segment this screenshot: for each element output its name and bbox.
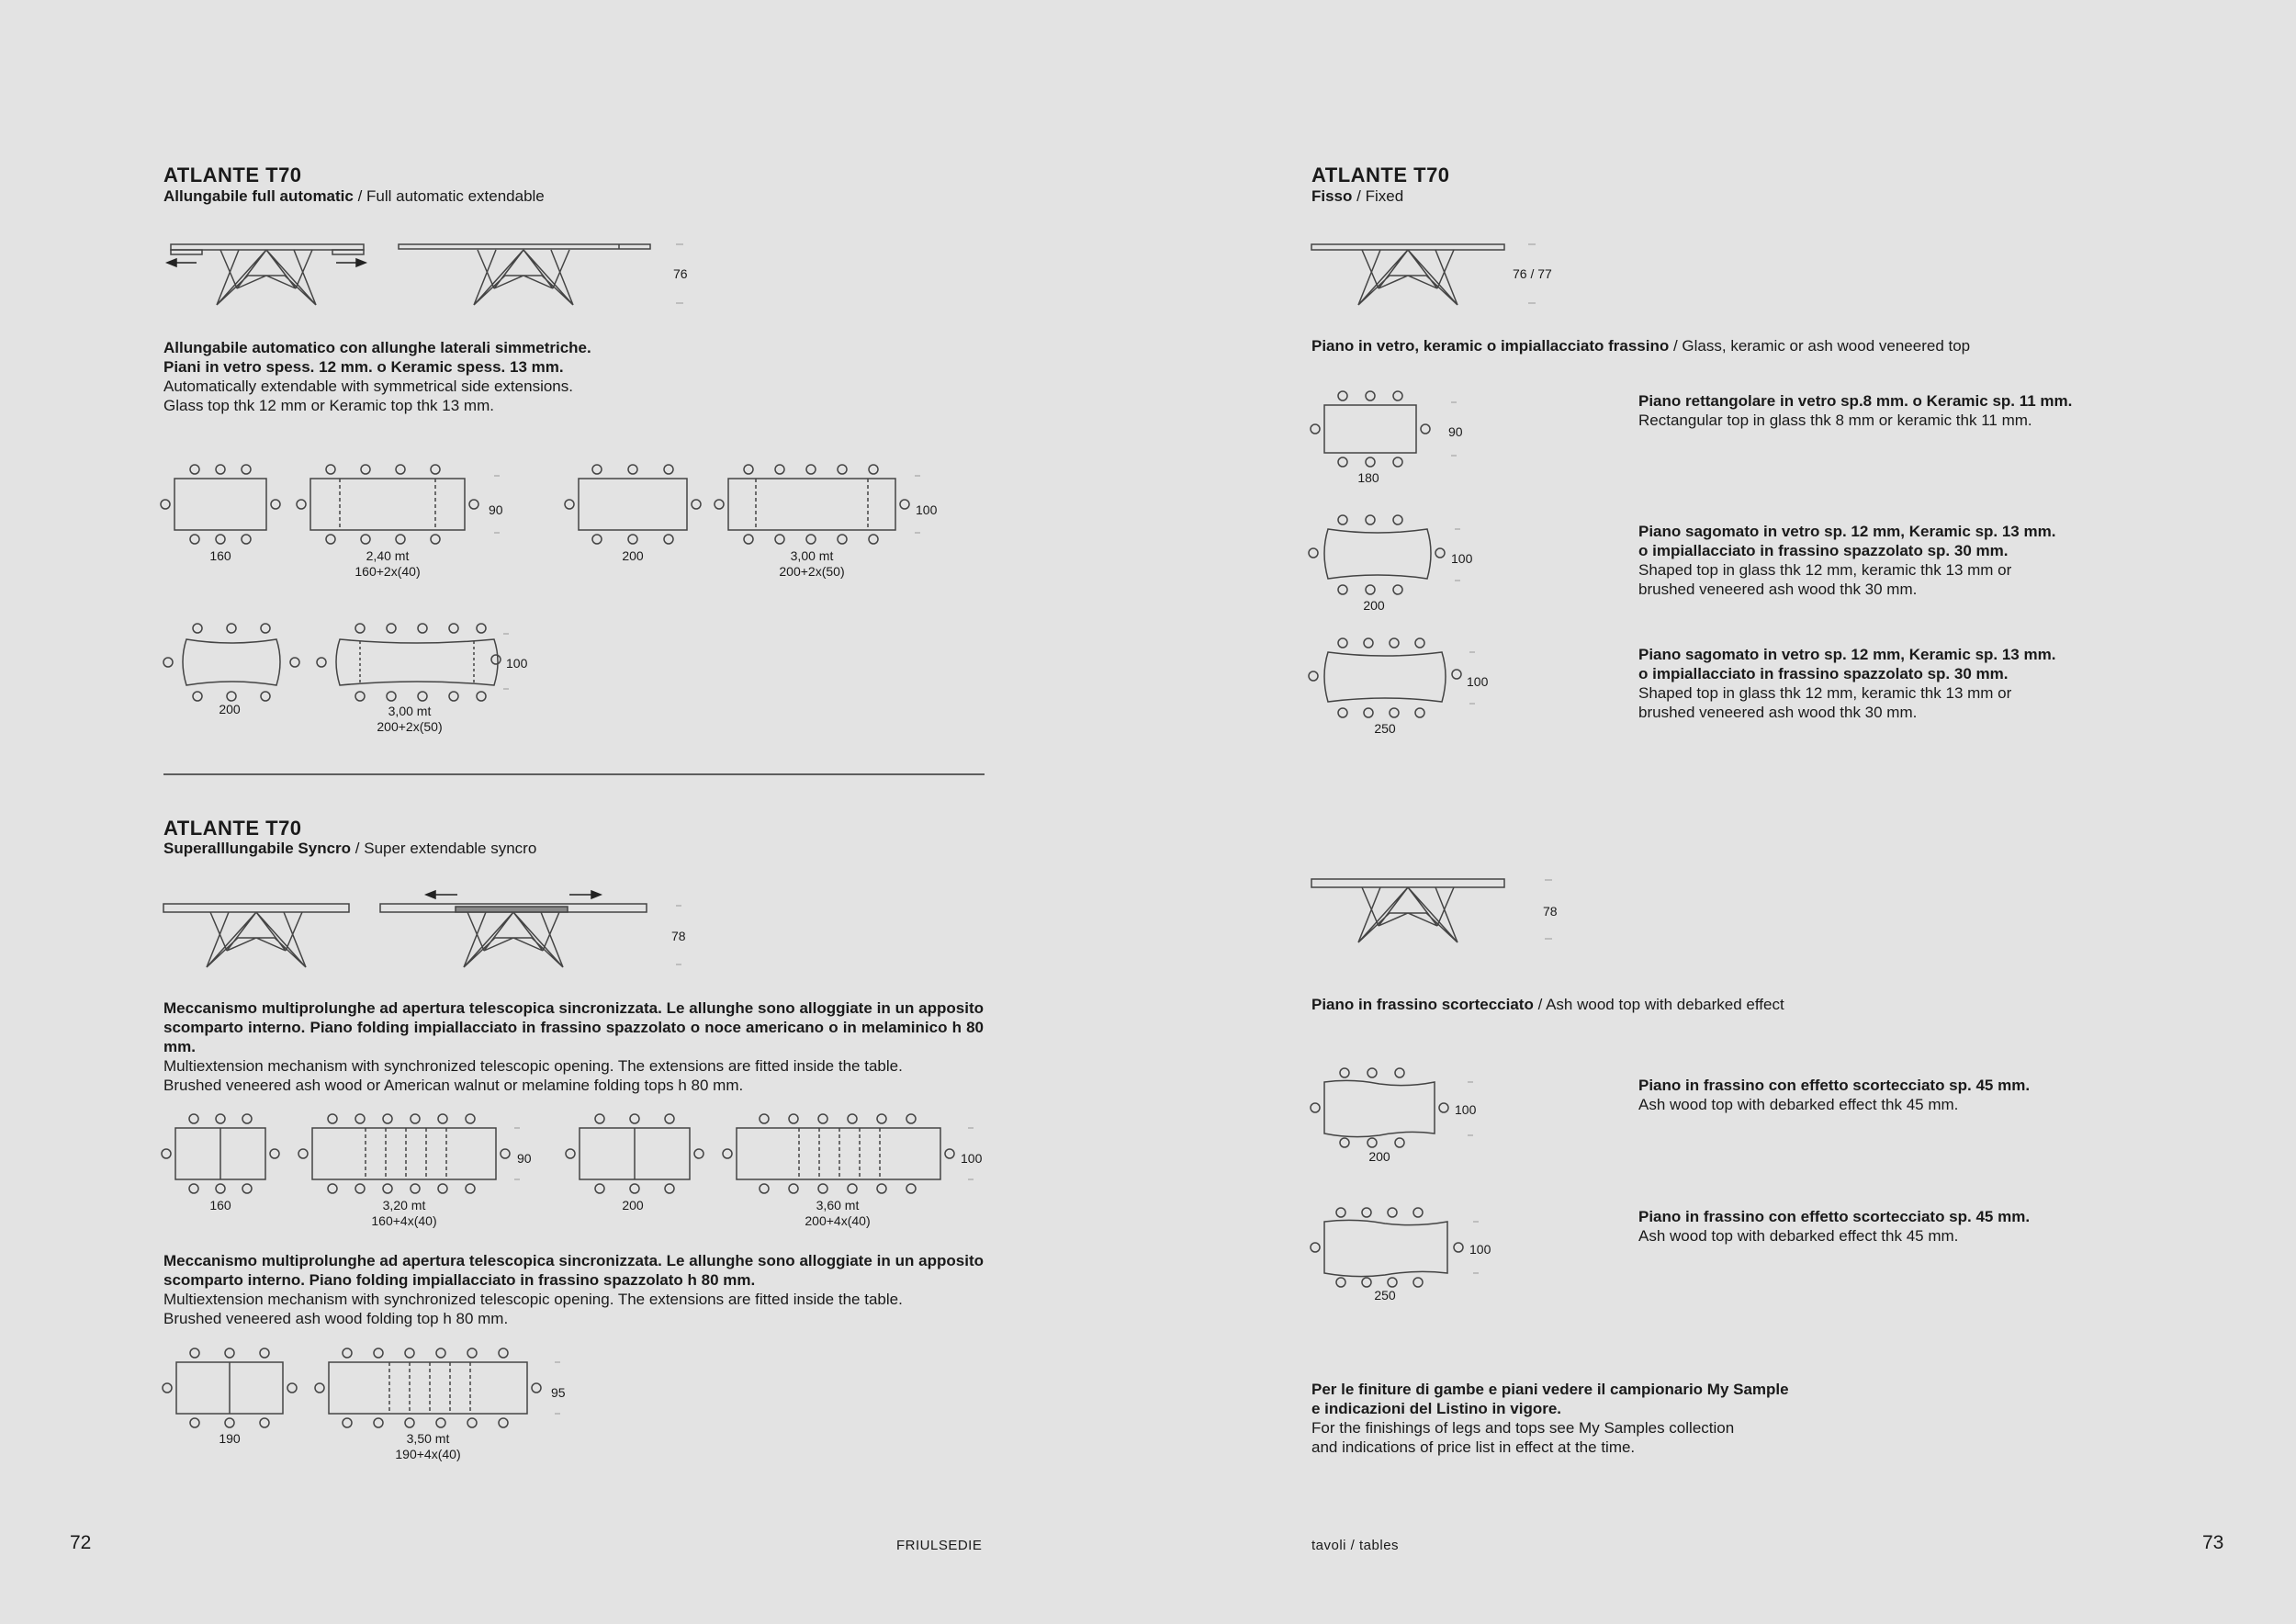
dimension-ticks bbox=[494, 244, 1552, 1414]
depth-label: 100 bbox=[1455, 1102, 1477, 1117]
depth-label: 100 bbox=[506, 656, 528, 671]
dimension-label: 160 bbox=[209, 1198, 231, 1212]
syncro-plan-160 bbox=[162, 1114, 279, 1193]
dimension-label: 200 bbox=[622, 1198, 644, 1212]
page-number: 72 bbox=[70, 1532, 92, 1553]
dimension-label: 3,60 mt 200+4x(40) bbox=[805, 1198, 871, 1228]
syncro-plan-350 bbox=[315, 1348, 541, 1427]
plan-160 bbox=[161, 465, 280, 544]
depth-label: 100 bbox=[1469, 1242, 1491, 1257]
dimension-label: 3,20 mt 160+4x(40) bbox=[371, 1198, 437, 1228]
depth-label: 90 bbox=[517, 1151, 532, 1166]
section-title: ATLANTE T70 bbox=[1311, 164, 1450, 186]
depth-label: 95 bbox=[551, 1385, 566, 1400]
dimension-label: 2,40 mt 160+2x(40) bbox=[355, 548, 421, 579]
syncro-plan-190 bbox=[163, 1348, 297, 1427]
top-description: Piano in frassino con effetto scortecciato sp. 45 mm. Ash wood top with debarked effect thk 45 mm. bbox=[1638, 1077, 2031, 1113]
dimension-label: 160 bbox=[209, 548, 231, 563]
finishes-note: Per le finiture di gambe e piani vedere il campionario My Sample e indicazioni del Listino in vigore. For the finishings of legs and tops see My Samples collection and indications of price list in effect at the time. bbox=[1311, 1381, 1789, 1456]
dimension-label: 200 bbox=[622, 548, 644, 563]
depth-label: 100 bbox=[1451, 551, 1473, 566]
dimension-label: 3,50 mt 190+4x(40) bbox=[395, 1431, 461, 1461]
dimension-label: 3,00 mt 200+2x(50) bbox=[779, 548, 845, 579]
section-title: ATLANTE T70 bbox=[163, 817, 302, 840]
description: Meccanismo multiprolunghe ad apertura telescopica sincronizzata. Le allunghe sono alloggiate in un apposito scomparto interno. Piano folding impiallacciato in frassino spazzolato h 80 mm. Multiextension mechanism with synchronized telescopic opening. The extensions are fitted inside the table. Brushed veneered ash wood folding top h 80 mm. bbox=[163, 1252, 984, 1327]
plan-shaped-300 bbox=[317, 624, 501, 701]
top-description: Piano sagomato in vetro sp. 12 mm, Keramic sp. 13 mm. o impiallacciato in frassino spazzolato sp. 30 mm. Shaped top in glass thk 12 mm, keramic thk 13 mm or brushed veneered ash wood thk 30 mm. bbox=[1638, 523, 2056, 598]
syncro-plan-320 bbox=[298, 1114, 510, 1193]
syncro-side-closed bbox=[163, 904, 349, 967]
dimension-label: 250 bbox=[1374, 721, 1396, 736]
syncro-arrows bbox=[426, 891, 601, 898]
top-type-heading: Piano in vetro, keramic o impiallacciato frassino / Glass, keramic or ash wood veneered top bbox=[1311, 337, 1971, 355]
top-type-heading: Piano in frassino scortecciato / Ash wood top with debarked effect bbox=[1311, 996, 1784, 1013]
debarked-plan-200 bbox=[1311, 1068, 1448, 1147]
fixed-side-view bbox=[1311, 244, 1504, 305]
dimension-label: 250 bbox=[1374, 1288, 1396, 1303]
dimension-label: 200 bbox=[1368, 1149, 1390, 1164]
syncro-plan-200 bbox=[566, 1114, 703, 1193]
description: Allungabile automatico con allunghe laterali simmetriche. Piani in vetro spess. 12 mm. o Keramic spess. 13 mm. Automatically extendable with symmetrical side extensions. Glass top thk 12 mm or Keramic top thk 13 mm. bbox=[163, 339, 591, 414]
height-label: 78 bbox=[671, 929, 686, 943]
dimension-label: 180 bbox=[1357, 470, 1379, 485]
debarked-plan-250 bbox=[1311, 1208, 1463, 1287]
extension-arrows bbox=[167, 259, 366, 266]
syncro-side-open bbox=[380, 904, 647, 967]
fixed-plan-shaped-250 bbox=[1309, 638, 1461, 717]
debarked-side-view bbox=[1311, 879, 1504, 942]
page-number: 73 bbox=[2202, 1532, 2224, 1553]
top-description: Piano in frassino con effetto scortecciato sp. 45 mm. Ash wood top with debarked effect thk 45 mm. bbox=[1638, 1208, 2031, 1245]
fixed-plan-180 bbox=[1311, 391, 1430, 467]
top-description: Piano rettangolare in vetro sp.8 mm. o Keramic sp. 11 mm. Rectangular top in glass thk 8 mm or keramic thk 11 mm. bbox=[1638, 392, 2073, 429]
syncro-plan-360 bbox=[723, 1114, 954, 1193]
fixed-plan-shaped-200 bbox=[1309, 515, 1445, 594]
plan-200 bbox=[565, 465, 701, 544]
section-subtitle: Fisso / Fixed bbox=[1311, 187, 1404, 205]
dimension-label: 3,00 mt 200+2x(50) bbox=[377, 704, 443, 734]
description: Meccanismo multiprolunghe ad apertura telescopica sincronizzata. Le allunghe sono alloggiate in un apposito scomparto interno. Piano folding impiallacciato in frassino spazzolato o noce americano o in melaminico h 80 mm. Multiextension mechanism with synchronized telescopic opening. The extensions are fitted inside the table. Brushed veneered ash wood or American walnut or melamine folding tops h 80 mm. bbox=[163, 999, 984, 1094]
dimension-label: 200 bbox=[219, 702, 241, 716]
depth-label: 100 bbox=[961, 1151, 983, 1166]
dimension-label: 190 bbox=[219, 1431, 241, 1446]
depth-label: 90 bbox=[1448, 424, 1463, 439]
top-description: Piano sagomato in vetro sp. 12 mm, Keramic sp. 13 mm. o impiallacciato in frassino spazzolato sp. 30 mm. Shaped top in glass thk 12 mm, keramic thk 13 mm or brushed veneered ash wood thk 30 mm. bbox=[1638, 646, 2056, 721]
footer-brand: FRIULSEDIE bbox=[896, 1538, 983, 1553]
section-title: ATLANTE T70 bbox=[163, 164, 302, 186]
depth-label: 100 bbox=[916, 502, 938, 517]
plan-shaped-200 bbox=[163, 624, 299, 701]
height-label: 78 bbox=[1543, 904, 1558, 919]
plan-240 bbox=[297, 465, 478, 544]
footer-section: tavoli / tables bbox=[1311, 1538, 1400, 1553]
section-subtitle: Allungabile full automatic / Full automatic extendable bbox=[163, 187, 545, 205]
dimension-label: 200 bbox=[1363, 598, 1385, 613]
side-view-closed bbox=[171, 244, 364, 305]
height-label: 76 bbox=[673, 266, 688, 281]
plan-300 bbox=[715, 465, 909, 544]
depth-label: 90 bbox=[489, 502, 503, 517]
depth-label: 100 bbox=[1467, 674, 1489, 689]
section-subtitle: Superalllungabile Syncro / Super extendable syncro bbox=[163, 840, 537, 857]
side-view-open bbox=[399, 244, 650, 305]
height-label: 76 / 77 bbox=[1513, 266, 1552, 281]
